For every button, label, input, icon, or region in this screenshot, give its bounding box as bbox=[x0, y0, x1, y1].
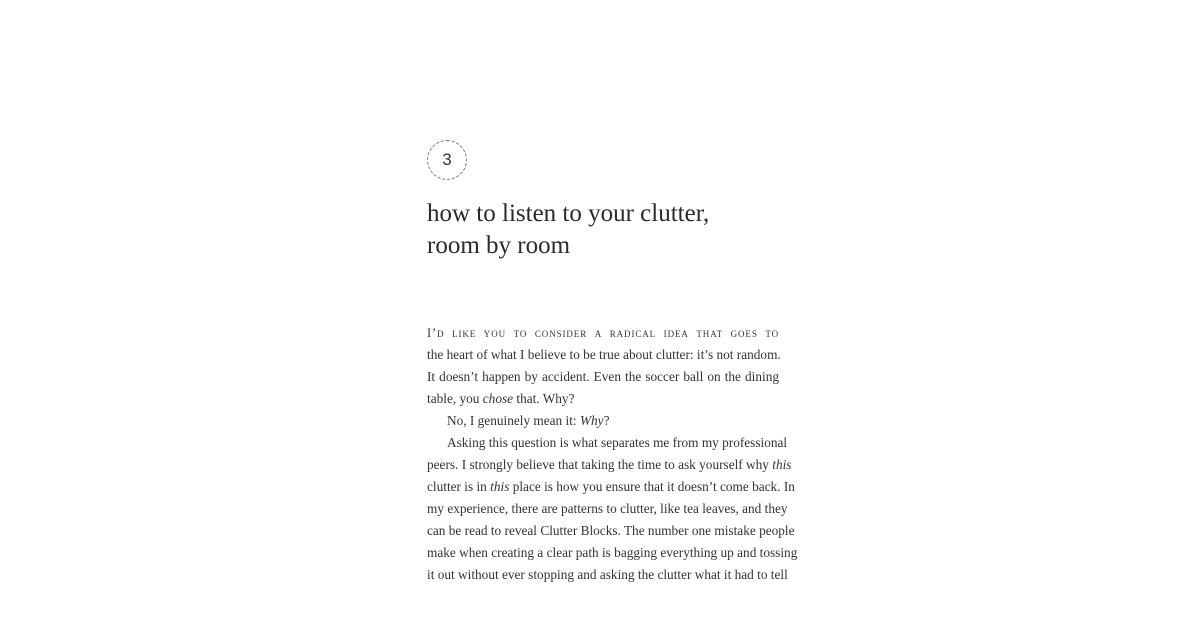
paragraph-1-line-4-a: table, you bbox=[427, 391, 483, 406]
paragraph-1-line-4 bbox=[427, 388, 779, 410]
paragraph-1-line-3: It doesn’t happen by accident. Even the soccer ball on the dining bbox=[427, 369, 779, 384]
paragraph-1-line-4-b: that. Why? bbox=[513, 391, 575, 406]
paragraph-3-line-2 bbox=[427, 454, 792, 476]
chapter-title bbox=[427, 198, 709, 262]
book-page bbox=[427, 0, 798, 630]
paragraph-3-line-2-a: peers. I strongly believe that taking the time to ask yourself why bbox=[427, 457, 773, 472]
paragraph-2 bbox=[427, 410, 779, 432]
paragraph-1-line-2: the heart of what I believe to be true about clutter: it’s not random. bbox=[427, 347, 781, 362]
paragraph-3-line-3-a: clutter is in bbox=[427, 479, 491, 494]
paragraph-3-line-7: it out without ever stopping and asking the clutter what it had to tell bbox=[427, 567, 788, 582]
paragraph-3-line-4: my experience, there are patterns to clutter, like tea leaves, and they bbox=[427, 501, 788, 516]
paragraph-3-line-3 bbox=[427, 476, 795, 498]
paragraph-3-line-3-b: place is how you ensure that it doesn’t come back. In bbox=[509, 479, 795, 494]
emphasis-this-2: this bbox=[490, 479, 510, 494]
paragraph-2-b: ? bbox=[603, 413, 610, 428]
paragraph-1-line-1: I’d like you to consider a radical idea that goes to bbox=[427, 326, 779, 340]
chapter-title-line-2: room by room bbox=[427, 232, 571, 259]
emphasis-chose: chose bbox=[482, 391, 514, 406]
chapter-number: 3 bbox=[442, 150, 452, 169]
chapter-title-line-1: how to listen to your clutter, bbox=[427, 200, 710, 227]
paragraph-3-line-6: make when creating a clear path is bagging everything up and tossing bbox=[427, 545, 798, 560]
body-text bbox=[427, 322, 798, 586]
emphasis-why: Why bbox=[579, 413, 604, 428]
paragraph-2-a: No, I genuinely mean it: bbox=[447, 413, 580, 428]
paragraph-3-line-1: Asking this question is what separates me from my professional bbox=[447, 435, 788, 450]
paragraph-3-line-5: can be read to reveal Clutter Blocks. The number one mistake people bbox=[427, 523, 795, 538]
chapter-number-badge bbox=[427, 140, 467, 180]
emphasis-this-1: this bbox=[772, 457, 792, 472]
